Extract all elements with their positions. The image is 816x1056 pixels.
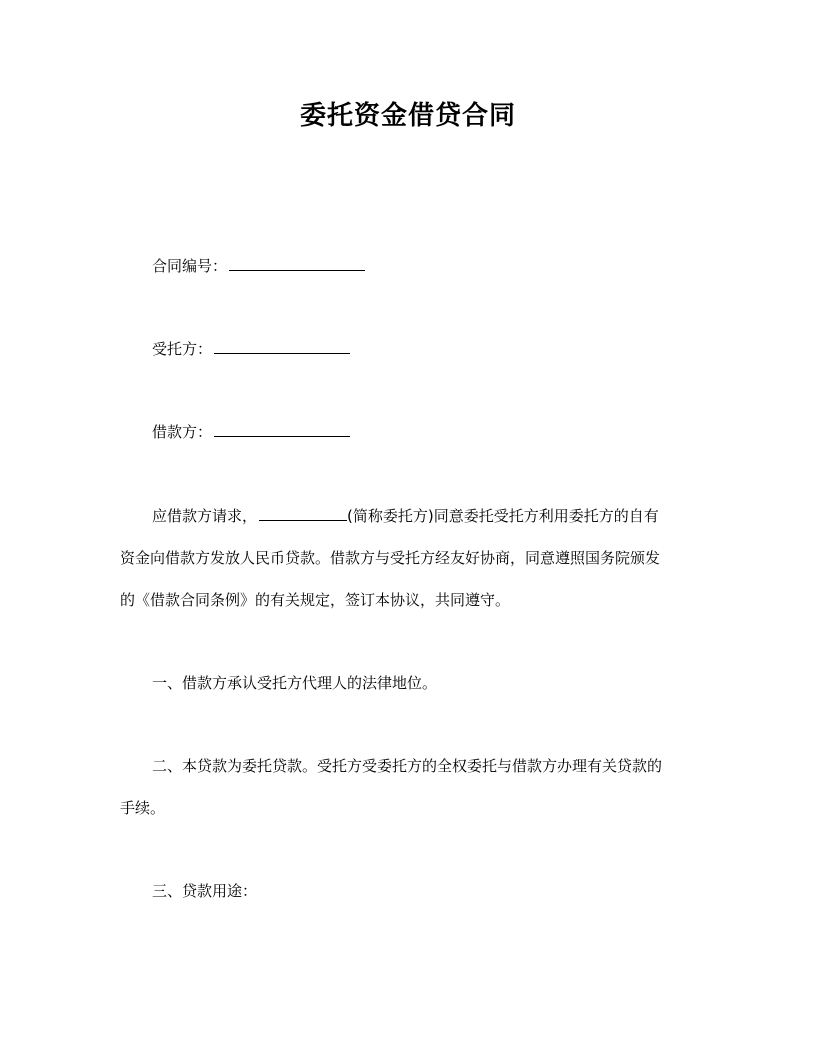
trustee-line — [120, 338, 732, 360]
trustee-blank — [214, 339, 350, 354]
clause-2-line-1: 二、本贷款为委托贷款。受托方受委托方的全权委托与借款方办理有关贷款的 — [152, 757, 663, 775]
principal-name-blank — [259, 506, 347, 521]
trustee-label: 受托方： — [152, 340, 213, 358]
preamble-text-a: 应借款方请求， — [152, 507, 258, 525]
clause-3: 三、贷款用途： — [152, 882, 258, 900]
document-title: 委托资金借贷合同 — [299, 101, 516, 131]
contract-number-blank — [229, 256, 365, 271]
preamble-line-3: 的《借款合同条例》的有关规定，签订本协议，共同遵守。 — [120, 591, 511, 609]
preamble-text-b: (简称委托方)同意委托受托方利用委托方的自有 — [347, 507, 659, 525]
borrower-label: 借款方： — [152, 423, 213, 441]
preamble-line-1 — [120, 505, 732, 527]
borrower-blank — [214, 422, 350, 437]
contract-number-line — [120, 255, 732, 277]
borrower-line — [120, 421, 732, 443]
preamble-line-2: 资金向借款方发放人民币贷款。借款方与受托方经友好协商，同意遵照国务院颁发 — [120, 549, 661, 567]
contract-number-label: 合同编号： — [152, 257, 228, 275]
clause-1: 一、借款方承认受托方代理人的法律地位。 — [152, 674, 438, 692]
clause-2-line-2: 手续。 — [120, 799, 166, 817]
